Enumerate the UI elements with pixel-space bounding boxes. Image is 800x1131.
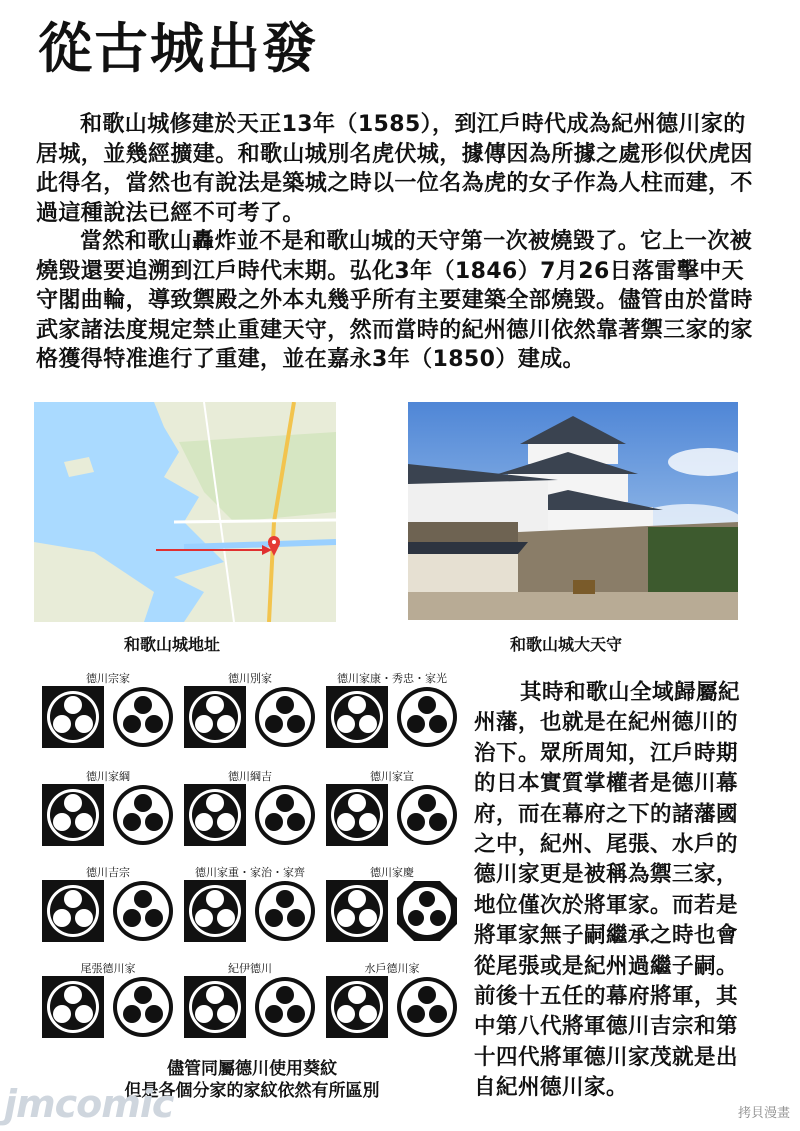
crest-group xyxy=(324,960,460,1046)
crest-label: 德川別家 xyxy=(228,672,272,685)
aoi-crest-icon xyxy=(254,686,316,748)
aoi-crest-icon xyxy=(254,784,316,846)
aoi-crest-icon xyxy=(42,880,104,942)
map-caption: 和歌山城地址 xyxy=(124,635,221,654)
paragraph-1-text: 和歌山城修建於天正13年（1585），到江戶時代成為紀州德川家的居城，並幾經擴建。和歌山城別名虎伏城，據傳因為所據之處形似伏虎因此得名，當然也有說法是築城之時以一位名為虎的女子作為人柱而建，不過這種說法已經不可考了。 xyxy=(36,112,753,226)
crest-caption-1: 儘管同屬德川使用葵紋 xyxy=(167,1059,337,1079)
octagon-crest-icon xyxy=(396,880,458,942)
aoi-crest-icon xyxy=(326,976,388,1038)
aoi-crest-icon xyxy=(326,784,388,846)
aoi-crest-icon xyxy=(326,686,388,748)
castle-caption: 和歌山城大天守 xyxy=(510,635,623,654)
crest-group xyxy=(40,960,176,1046)
aoi-crest-icon xyxy=(254,880,316,942)
aoi-crest-icon xyxy=(42,976,104,1038)
crest-grid xyxy=(40,670,470,1050)
aoi-crest-icon xyxy=(112,784,174,846)
aoi-crest-icon xyxy=(396,976,458,1038)
crest-caption-2: 但是各個分家的家紋依然有所區別 xyxy=(124,1081,380,1101)
crest-label: 德川家重・家治・家齊 xyxy=(195,866,305,879)
crest-label: 德川吉宗 xyxy=(86,866,130,879)
map-image xyxy=(34,402,336,622)
aoi-crest-icon xyxy=(184,880,246,942)
crest-label: 德川綱吉 xyxy=(228,770,272,783)
aoi-crest-icon xyxy=(184,686,246,748)
watermark-logo: jmcomic xyxy=(4,1082,174,1126)
side-paragraph xyxy=(474,678,746,1104)
crest-group xyxy=(40,670,176,756)
crest-group xyxy=(324,768,460,854)
crest-group xyxy=(182,768,318,854)
paragraph-1 xyxy=(36,110,756,228)
paragraph-2-text: 當然和歌山轟炸並不是和歌山城的天守第一次被燒毀了。它上一次被燒毀還要追溯到江戶時代末期。弘化3年（1846）7月26日落雷擊中天守閣曲輪，導致禦殿之外本丸幾乎所有主要建築全部燒毀。儘管由於當時武家諸法度規定禁止重建天守，然而當時的紀州德川依然靠著禦三家的家格獲得特准進行了重建，並在嘉永3年（1850）建成。 xyxy=(36,229,753,372)
crest-group xyxy=(40,864,176,950)
side-paragraph-text: 其時和歌山全域歸屬紀州藩，也就是在紀州德川的治下。眾所周知，江戶時期的日本實質掌權者是德川幕府，而在幕府之下的諸藩國之中，紀州、尾張、水戶的德川家更是被稱為禦三家，地位僅次於將軍家。而若是將軍家無子嗣繼承之時也會從尾張或是紀州過繼子嗣。前後十五任的幕府將軍，其中第八代將軍德川吉宗和第十四代將軍德川家茂就是出自紀州德川家。 xyxy=(474,680,741,1101)
crest-label: 德川家慶 xyxy=(370,866,414,879)
aoi-crest-icon xyxy=(184,976,246,1038)
crest-group xyxy=(40,768,176,854)
aoi-crest-icon xyxy=(184,784,246,846)
crest-label: 德川家綱 xyxy=(86,770,130,783)
aoi-crest-icon xyxy=(396,784,458,846)
aoi-crest-icon xyxy=(42,784,104,846)
crest-group xyxy=(182,864,318,950)
aoi-crest-icon xyxy=(112,880,174,942)
crest-label: 德川家宣 xyxy=(370,770,414,783)
crest-label: 德川家康・秀忠・家光 xyxy=(337,672,447,685)
castle-photo xyxy=(408,402,738,620)
paragraph-2 xyxy=(36,227,756,375)
aoi-crest-icon xyxy=(326,880,388,942)
crest-group xyxy=(324,670,460,756)
aoi-crest-icon xyxy=(112,976,174,1038)
crest-group xyxy=(182,960,318,1046)
aoi-crest-icon xyxy=(396,686,458,748)
aoi-crest-icon xyxy=(112,686,174,748)
copyright-mark: 拷貝漫畫 xyxy=(737,1106,790,1121)
crest-label: 德川宗家 xyxy=(86,672,130,685)
crest-label: 水戶德川家 xyxy=(364,962,420,975)
crest-label: 紀伊德川 xyxy=(228,962,272,975)
page-title: 從古城出發 xyxy=(38,17,318,80)
crest-label: 尾張德川家 xyxy=(80,962,136,975)
aoi-crest-icon xyxy=(254,976,316,1038)
crest-group xyxy=(182,670,318,756)
crest-group xyxy=(324,864,460,950)
aoi-crest-icon xyxy=(42,686,104,748)
